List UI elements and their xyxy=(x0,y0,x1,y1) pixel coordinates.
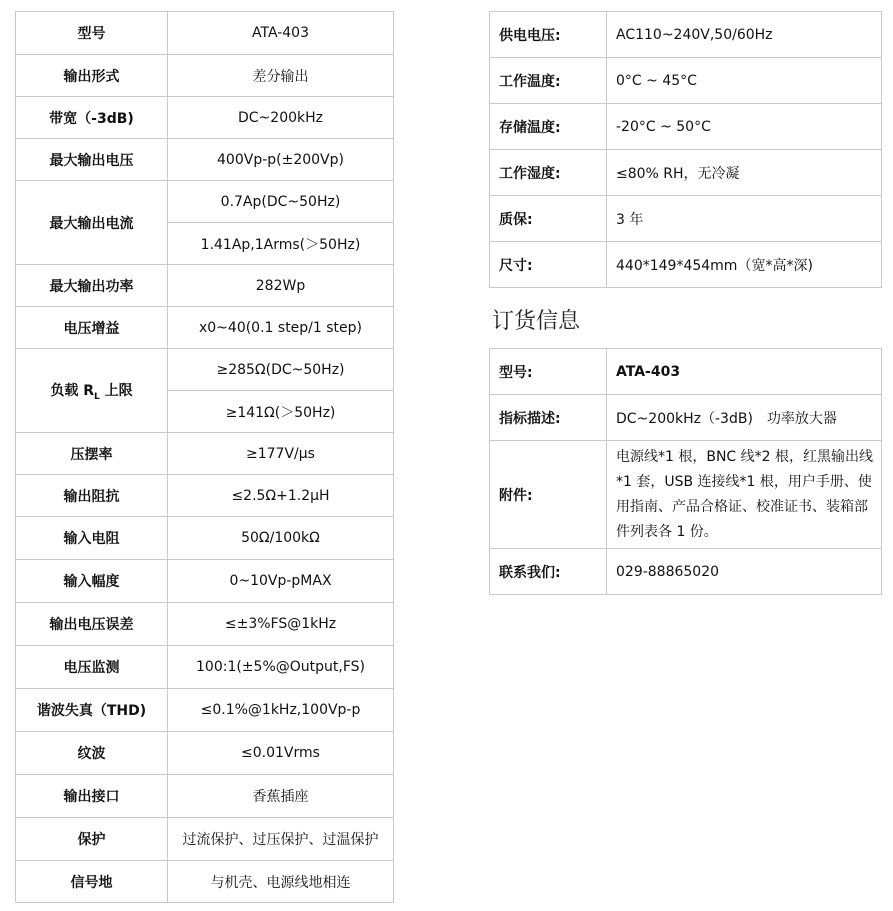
spec-value: 与机壳、电源线地相连 xyxy=(168,861,394,903)
env-value: ≤80% RH，无冷凝 xyxy=(607,150,882,196)
spec-label: 最大输出电压 xyxy=(16,139,168,181)
spec-value: ≤±3%FS@1kHz xyxy=(168,603,394,646)
spec-label: 带宽（-3dB) xyxy=(16,97,168,139)
table-row xyxy=(490,196,882,242)
table-row xyxy=(490,441,882,549)
environment-table xyxy=(489,11,882,288)
spec-table xyxy=(15,11,394,903)
label-subscript: L xyxy=(94,391,100,402)
env-value: 440*149*454mm（宽*高*深) xyxy=(607,242,882,288)
table-row xyxy=(490,395,882,441)
order-info-table xyxy=(489,348,882,595)
spec-value: ≤0.01Vrms xyxy=(168,732,394,775)
label-suffix: 上限 xyxy=(99,382,133,399)
spec-label: 输出电压误差 xyxy=(16,603,168,646)
spec-label: 电压增益 xyxy=(16,307,168,349)
spec-label: 输入幅度 xyxy=(16,560,168,603)
table-row xyxy=(490,58,882,104)
env-label: 尺寸: xyxy=(490,242,607,288)
table-row xyxy=(490,549,882,595)
table-row xyxy=(16,775,394,818)
table-row xyxy=(490,242,882,288)
spec-label: 最大输出功率 xyxy=(16,265,168,307)
table-row xyxy=(490,150,882,196)
table-row xyxy=(16,265,394,307)
table-row xyxy=(16,181,394,223)
spec-value: 差分输出 xyxy=(168,55,394,97)
spec-value: 282Wp xyxy=(168,265,394,307)
spec-label: 最大输出电流 xyxy=(16,181,168,265)
spec-label: 型号 xyxy=(16,12,168,55)
order-label: 附件: xyxy=(490,441,607,549)
spec-value: ≤0.1%@1kHz,100Vp-p xyxy=(168,689,394,732)
order-value-accessories: 电源线*1 根，BNC 线*2 根，红黑输出线*1 套，USB 连接线*1 根，用户手册、使用指南、产品合格证、校准证书、装箱部件列表各 1 份。 xyxy=(607,441,882,549)
order-label: 联系我们: xyxy=(490,549,607,595)
order-value: ATA-403 xyxy=(607,349,882,395)
spec-value: ≥141Ω(＞50Hz) xyxy=(168,391,394,433)
order-value-contact: 029-88865020 xyxy=(607,549,882,595)
table-row xyxy=(16,603,394,646)
table-row xyxy=(16,433,394,475)
env-value: -20°C ~ 50°C xyxy=(607,104,882,150)
env-label: 工作温度: xyxy=(490,58,607,104)
spec-label-load xyxy=(16,349,168,433)
table-row xyxy=(16,55,394,97)
order-value: DC~200kHz（-3dB) 功率放大器 xyxy=(607,395,882,441)
env-value: 0°C ~ 45°C xyxy=(607,58,882,104)
env-value: AC110~240V,50/60Hz xyxy=(607,12,882,58)
spec-label: 谐波失真（THD) xyxy=(16,689,168,732)
order-info-title: 订货信息 xyxy=(492,309,581,334)
table-row xyxy=(16,646,394,689)
spec-label: 输出接口 xyxy=(16,775,168,818)
spec-label: 纹波 xyxy=(16,732,168,775)
spec-value: 0~10Vp-pMAX xyxy=(168,560,394,603)
spec-value: x0~40(0.1 step/1 step) xyxy=(168,307,394,349)
spec-label: 输出阻抗 xyxy=(16,475,168,517)
spec-label: 输出形式 xyxy=(16,55,168,97)
spec-value: 400Vp-p(±200Vp) xyxy=(168,139,394,181)
spec-value: DC~200kHz xyxy=(168,97,394,139)
table-row xyxy=(16,818,394,861)
spec-label: 电压监测 xyxy=(16,646,168,689)
order-label: 指标描述: xyxy=(490,395,607,441)
table-row xyxy=(490,349,882,395)
spec-value: 过流保护、过压保护、过温保护 xyxy=(168,818,394,861)
table-row xyxy=(16,475,394,517)
table-row xyxy=(16,517,394,560)
spec-value: ATA-403 xyxy=(168,12,394,55)
order-label: 型号: xyxy=(490,349,607,395)
spec-value: 香蕉插座 xyxy=(168,775,394,818)
spec-value: ≤2.5Ω+1.2μH xyxy=(168,475,394,517)
env-label: 供电电压: xyxy=(490,12,607,58)
spec-label: 保护 xyxy=(16,818,168,861)
spec-value: 50Ω/100kΩ xyxy=(168,517,394,560)
spec-value: 100:1(±5%@Output,FS) xyxy=(168,646,394,689)
env-label: 质保: xyxy=(490,196,607,242)
spec-label: 信号地 xyxy=(16,861,168,903)
table-row xyxy=(490,104,882,150)
table-row xyxy=(16,560,394,603)
table-row xyxy=(16,349,394,391)
spec-label: 压摆率 xyxy=(16,433,168,475)
env-value: 3 年 xyxy=(607,196,882,242)
table-row xyxy=(16,732,394,775)
table-row xyxy=(16,689,394,732)
spec-value: ≥285Ω(DC~50Hz) xyxy=(168,349,394,391)
env-label: 工作湿度: xyxy=(490,150,607,196)
table-row xyxy=(16,12,394,55)
spec-value: 1.41Ap,1Arms(＞50Hz) xyxy=(168,223,394,265)
table-row xyxy=(490,12,882,58)
table-row xyxy=(16,861,394,903)
spec-value: ≥177V/μs xyxy=(168,433,394,475)
table-row xyxy=(16,307,394,349)
table-row xyxy=(16,97,394,139)
env-label: 存储温度: xyxy=(490,104,607,150)
table-row xyxy=(16,139,394,181)
label-prefix: 负载 R xyxy=(50,382,95,399)
spec-value: 0.7Ap(DC~50Hz) xyxy=(168,181,394,223)
spec-label: 输入电阻 xyxy=(16,517,168,560)
